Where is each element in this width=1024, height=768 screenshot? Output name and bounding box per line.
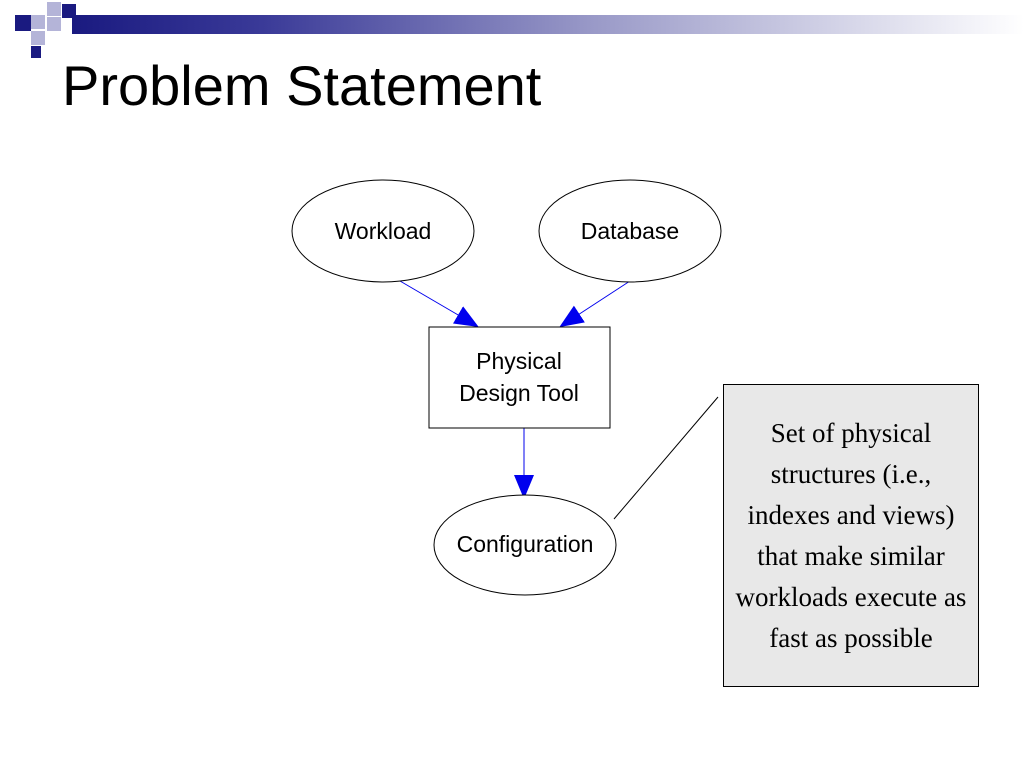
workload-label: Workload <box>334 218 432 244</box>
physical-design-tool-node <box>429 327 610 428</box>
tool-label-line2: Design Tool <box>459 380 579 406</box>
page-title: Problem Statement <box>62 54 542 117</box>
tool-label-line1: Physical <box>476 348 562 374</box>
database-label: Database <box>580 218 680 244</box>
arrow-workload-to-tool <box>400 281 477 326</box>
arrow-database-to-tool <box>561 281 630 326</box>
callout-text: Set of physical structures (i.e., indexes and views) that make similar workloads execute as fast as possible <box>735 417 967 653</box>
callout-pointer-line <box>614 397 718 519</box>
callout-box <box>723 384 979 687</box>
configuration-label: Configuration <box>456 531 594 557</box>
